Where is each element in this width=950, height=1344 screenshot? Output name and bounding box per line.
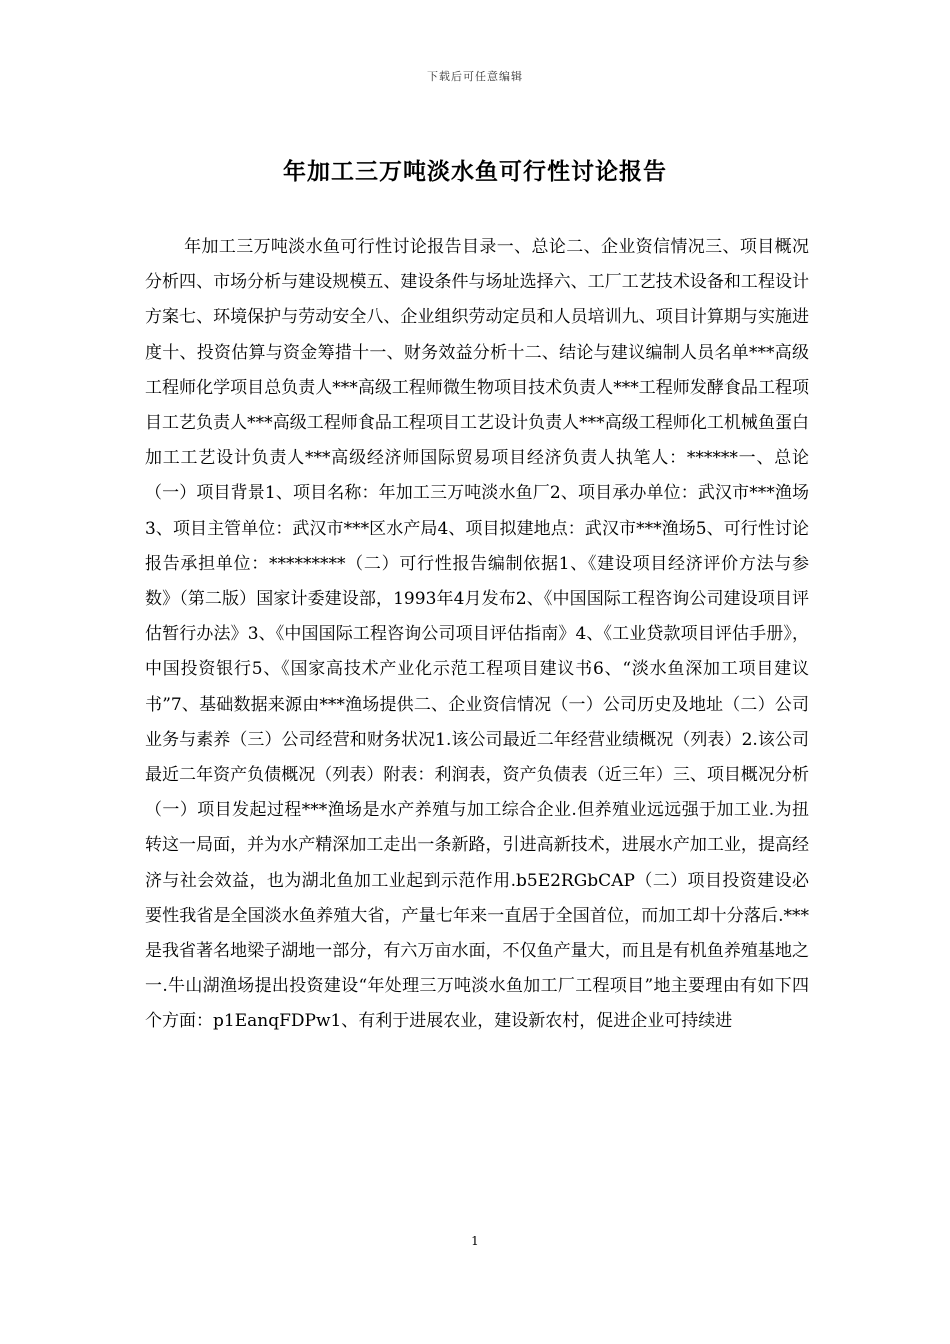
page-number: 1 bbox=[471, 1234, 479, 1248]
body-paragraph: 年加工三万吨淡水鱼可行性讨论报告目录一、总论二、企业资信情况三、项目概况分析四、市场分析与建设规模五、建设条件与场址选择六、工厂工艺技术设备和工程设计方案七、环境保护与劳动安全八、企业组织劳动定员和人员培训九、项目计算期与实施进度十、投资估算与资金筹措十一、财务效益分析十二、结论与建议编制人员名单***高级工程师化学项目总负责人***高级工程师微生物项目技术负责人***工程师发酵食品工程项目工艺负责人***高级工程师食品工程项目工艺设计负责人***高级工程师化工机械鱼蛋白加工工艺设计负责人***高级经济师国际贸易项目经济负责人执笔人：******一、总论（一）项目背景1、项目名称：年加工三万吨淡水鱼厂2、项目承办单位：武汉市***渔场3、项目主管单位：武汉市***区水产局4、项目拟建地点：武汉市***渔场5、可行性讨论报告承担单位：*********（二）可行性报告编制依据1、《建设项目经济评价方法与参数》（第二版）国家计委建设部，1993年4月发布2、《中国国际工程咨询公司建设项目评估暂行办法》3、《中国国际工程咨询公司项目评估指南》4、《工业贷款项目评估手册》，中国投资银行5、《国家高技术产业化示范工程项目建议书6、“淡水鱼深加工项目建议书”7、基础数据来源由***渔场提供二、企业资信情况（一）公司历史及地址（二）公司业务与素养（三）公司经营和财务状况1.该公司最近二年经营业绩概况（列表）2.该公司最近二年资产负债概况（列表）附表：利润表，资产负债表（近三年）三、项目概况分析（一）项目发起过程***渔场是水产养殖与加工综合企业.但养殖业远远强于加工业.为扭转这一局面，并为水产精深加工走出一条新路，引进高新技术，进展水产加工业，提高经济与社会效益，也为湖北鱼加工业起到示范作用.b5E2RGbCAP（二）项目投资建设必要性我省是全国淡水鱼养殖大省，产量七年来一直居于全国首位，而加工却十分落后.***是我省著名地梁子湖地一部分，有六万亩水面，不仅鱼产量大，而且是有机鱼养殖基地之一.牛山湖渔场提出投资建设“年处理三万吨淡水鱼加工厂工程项目”地主要理由有如下四个方面：p1EanqFDPw1、有利于进展农业，建设新农村，促进企业可持续进 bbox=[145, 237, 809, 1032]
page-header: 下载后可任意编辑 bbox=[427, 70, 523, 83]
document-title: 年加工三万吨淡水鱼可行性讨论报告 bbox=[283, 159, 667, 185]
